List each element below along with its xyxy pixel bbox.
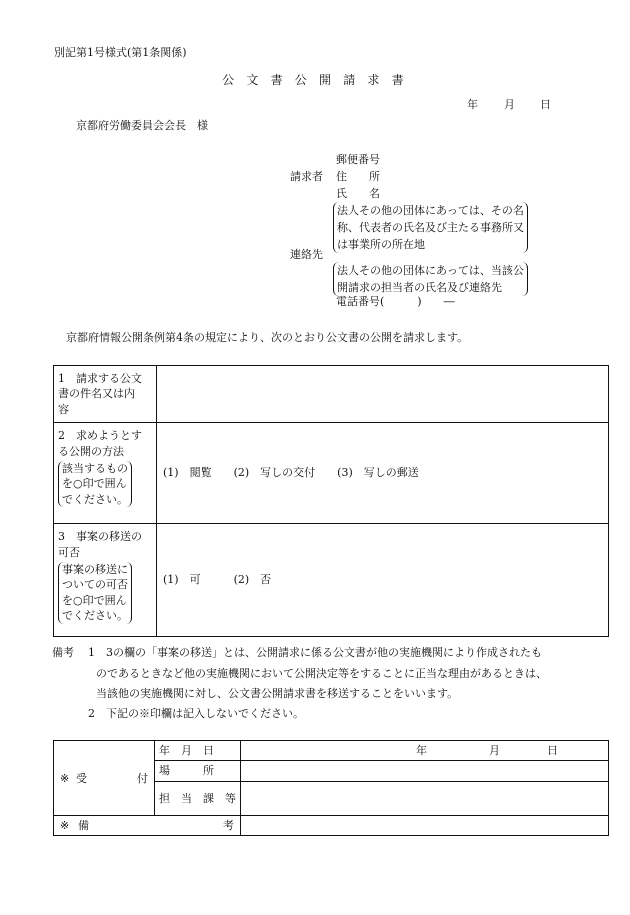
request-statement: 京都府情報公開条例第4条の規定により、次のとおり公文書の公開を請求します。 xyxy=(66,331,469,344)
reception-mark: ※ xyxy=(60,772,70,785)
reception-char-a: 受 xyxy=(76,772,87,785)
date-received-label: 年 月 日 xyxy=(155,741,241,761)
biko-field xyxy=(241,815,609,835)
biko-char-a: 備 xyxy=(78,818,89,832)
date-received-field: 年 月 日 xyxy=(241,741,609,761)
remark-2: 2 下記の※印欄は記入しないでください。 xyxy=(88,707,304,720)
form-identifier: 別記第1号様式(第1条関係) xyxy=(54,46,187,59)
request-details-table xyxy=(53,365,609,637)
remark-1-line-2: のであるときなど他の実施機関において公開決定等をすることに正当な理由があるときは、 xyxy=(96,667,547,680)
transfer-row xyxy=(54,524,609,637)
postal-code-label: 郵便番号 xyxy=(336,153,380,166)
reception-label xyxy=(54,741,155,816)
disclosure-method-note: 該当するもの を○印で囲ん でください。 xyxy=(58,461,132,507)
date-day: 日 xyxy=(540,98,551,111)
transfer-options[interactable]: (1) 可 (2) 否 xyxy=(157,524,609,637)
disclosure-method-options[interactable]: (1) 閲覧 (2) 写しの交付 (3) 写しの郵送 xyxy=(157,423,609,524)
subject-row xyxy=(54,366,609,423)
requester-label: 請求者 xyxy=(290,170,323,183)
office-use-table xyxy=(53,740,609,836)
biko-label xyxy=(54,815,241,835)
name-label: 氏 名 xyxy=(336,187,380,200)
disclosure-method-row xyxy=(54,423,609,524)
remarks-label: 備考 xyxy=(52,646,74,659)
remark-1-line-1: 1 3の欄の「事案の移送」とは、公開請求に係る公文書が他の実施機関により作成されたも xyxy=(88,646,542,659)
transfer-note: 事案の移送に ついての可否 を○印で囲ん でください。 xyxy=(58,562,132,624)
phone-number-label: 電話番号( ) ― xyxy=(336,295,455,308)
place-label: 場 所 xyxy=(155,761,241,781)
reception-char-b: 付 xyxy=(137,772,148,785)
contact-note: 法人その他の団体にあっては、当該公 開請求の担当者の氏名及び連絡先 xyxy=(333,262,528,296)
section-field xyxy=(241,781,609,815)
subject-label: 1 請求する公文 書の件名又は内 容 xyxy=(54,366,157,423)
contact-label: 連絡先 xyxy=(290,248,323,261)
remark-1-line-3: 当該他の実施機関に対し、公文書公開請求書を移送することをいいます。 xyxy=(96,687,459,700)
biko-mark: ※ xyxy=(60,818,70,832)
subject-field[interactable] xyxy=(157,366,609,423)
date-month: 月 xyxy=(504,98,515,111)
form-title: 公 文 書 公 開 請 求 書 xyxy=(222,73,408,87)
corporation-note: 法人その他の団体にあっては、その名 称、代表者の氏名及び主たる事務所又 は事業所の所在地 xyxy=(333,202,528,253)
biko-char-b: 考 xyxy=(223,818,234,832)
address-label: 住 所 xyxy=(336,170,380,183)
section-label: 担 当 課 等 xyxy=(155,781,241,815)
disclosure-method-label: 2 求めようとす る公開の方法 該当するもの を○印で囲ん でください。 xyxy=(54,423,157,524)
place-field xyxy=(241,761,609,781)
date-year: 年 xyxy=(467,98,478,111)
transfer-label: 3 事案の移送の 可否 事案の移送に ついての可否 を○印で囲ん でください。 xyxy=(54,524,157,637)
addressee: 京都府労働委員会会長 様 xyxy=(76,119,208,132)
